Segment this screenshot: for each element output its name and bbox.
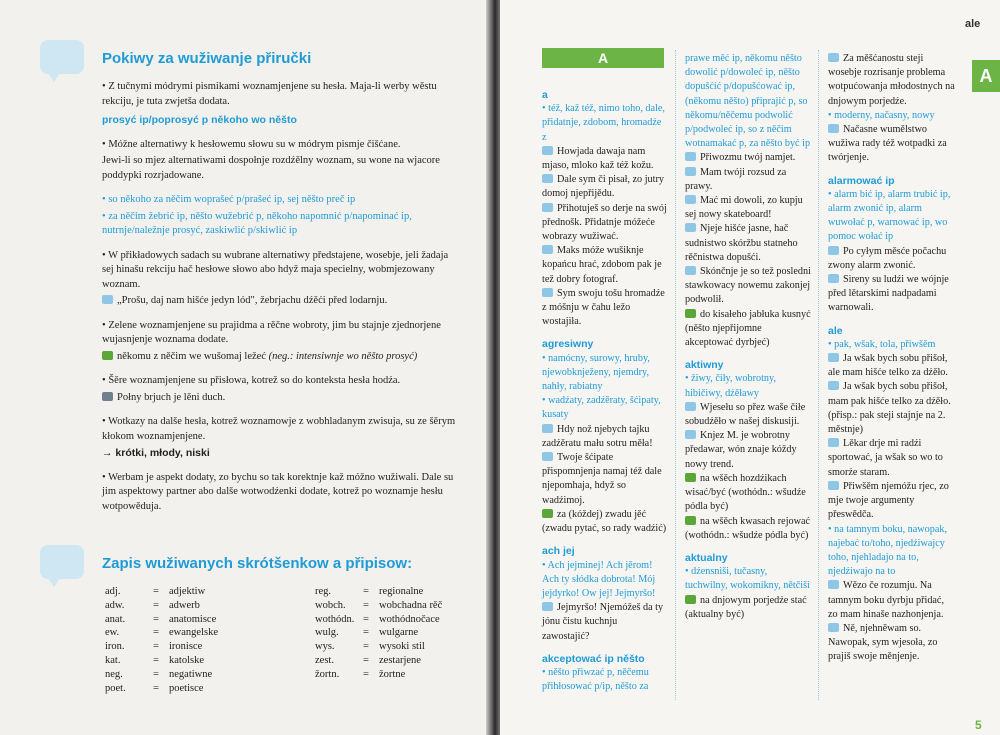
example-sentence: Skónčnje je so tež posledni stawkowacy nowemu zakonjej podwolił. bbox=[685, 266, 811, 306]
speech-icon bbox=[685, 167, 696, 176]
headword: aktiwny bbox=[685, 359, 724, 372]
speech-bubble-icon bbox=[40, 40, 84, 74]
example-sentence: Maks móže wušiknje kopańcu hrać, zdobom pak je tež dobry fotograf. bbox=[542, 245, 662, 285]
speech-icon bbox=[685, 402, 696, 411]
alternatives: • pak, wšak, tola, přiwšěm bbox=[828, 338, 936, 350]
speech-icon bbox=[542, 602, 553, 611]
example-sentence: Přiwozmu twój namjet. bbox=[685, 151, 811, 165]
proverb-icon bbox=[102, 392, 113, 401]
idiom-icon bbox=[685, 473, 696, 482]
idiom-example: na wšěch kwasach rejować (wothódn.: wšudźe pódla być) bbox=[685, 515, 811, 541]
headword: a bbox=[542, 89, 548, 101]
example-sentence: Hdy nož njebych tajku zadźěratu mału sotru měła! bbox=[542, 423, 653, 449]
abbreviation-row: zest. = zestarjene bbox=[315, 654, 421, 666]
alternatives: prawe měć ip, někomu něšto dowolić p/dowoleć ip, něšto dopušćić p/dopušćować ip, (někomu něšto) připrajić p, so někomu/něčemu podwolić p/podwoleć ip, so z něčim wotnamakać p, za něšto być ip bbox=[685, 53, 811, 150]
speech-icon bbox=[685, 266, 696, 275]
speech-icon bbox=[828, 623, 839, 632]
dictionary-column-1 bbox=[542, 80, 667, 694]
example-sentence: Po cyłym měsće počachu zwony alarm zwonić. bbox=[828, 245, 947, 271]
example-sentence: Wězo če rozumju. Na tamnym boku dyrbju přidać, zo mam hinaše nazhonjenja. bbox=[828, 580, 945, 620]
abbreviation-row: adw. = adwerb bbox=[105, 599, 200, 611]
dictionary-column-2 bbox=[685, 52, 811, 622]
speech-icon bbox=[542, 245, 553, 254]
speech-icon bbox=[828, 53, 839, 62]
column-divider bbox=[675, 50, 676, 700]
idiom-icon bbox=[685, 516, 696, 525]
example-sentence: Knjez M. je wobrotny předawar, wón znaje kóždy nowy trend. bbox=[685, 430, 797, 470]
speech-icon bbox=[828, 580, 839, 589]
idiom-example: za (kóždej) zwadu jěć (zwadu pytać, so rady wadźić) bbox=[542, 508, 667, 535]
alternatives: • alarm bić ip, alarm trubić ip, alarm zwonić ip, alarm wuwołać p, warnować ip, wo pomoc wołać ip bbox=[828, 188, 951, 243]
abbreviation-row: neg. = negatiwne bbox=[105, 668, 213, 680]
note-paragraph: • W přikładowych sadach su wubrane alternatiwy předstajene, wosebje, jeli žadaja sej hinašu rekciju hač hesłowe słowo abo hdyž maja specielny, wobmjezowany woznam. bbox=[102, 249, 462, 293]
note-paragraph: • Wotkazy na dalše hesła, kotrež woznamowje z wobhladanym zwisuja, su ze šěrym kłokom woznamjenjene. bbox=[102, 415, 462, 444]
alternatives: • moderny, načasny, nowy bbox=[828, 109, 935, 121]
abbreviation-list-left bbox=[105, 585, 218, 695]
example-sentence: Načasne wumělstwo wužiwa rady též wotpadki za twórjenje. bbox=[828, 124, 947, 164]
note-paragraph: • Móžne alternatiwy k hesłowemu słowu su w módrym pismje čišćane. bbox=[102, 138, 462, 153]
usage-notes bbox=[102, 80, 462, 516]
abbreviation-row: anat. = anatomisce bbox=[105, 613, 217, 625]
dictionary-column-3 bbox=[828, 52, 956, 665]
left-page bbox=[0, 0, 492, 735]
abbreviation-list-right bbox=[315, 585, 442, 682]
note-paragraph: • Werbam je aspekt dodaty, zo bychu so tak korektnje kaž móžno wužiwali. Dale su jim aspektowy partner abo dalše wotwodźenki dodate, kotrež po woznamje hesłu wotpowěduja. bbox=[102, 471, 462, 515]
page-number: 5 bbox=[975, 718, 982, 732]
proverb-example: Połny brjuch je lěni duch. bbox=[102, 391, 462, 406]
speech-icon bbox=[102, 295, 113, 304]
alternative-line: • so někoho za něčim woprašeć p/prašeć ip, sej něšto preč ip bbox=[102, 193, 462, 208]
example-sentence: Ja wšak bych sobu přišoł, ale mam hišće telko za dźěło. bbox=[828, 353, 948, 379]
cross-reference: → krótki, młody, niski bbox=[102, 447, 210, 459]
example-sentence: Mam twóji rozsud za prawy. bbox=[685, 166, 787, 192]
speech-icon bbox=[542, 424, 553, 433]
example-sentence: Twoje šćipate přispomnjenja namaj též dale njepomhaja, hdyž so wadźimoj. bbox=[542, 452, 662, 506]
alternatives: • Ach jejminej! Ach jěrom! Ach ty słódka dobrota! Mój jejdyrko! Ow jej! Jejmyršo! bbox=[542, 559, 656, 599]
abbreviation-row: žortn. = žortne bbox=[315, 668, 406, 680]
idiom-icon bbox=[685, 309, 696, 318]
abbreviation-row: wys. = wysoki stil bbox=[315, 641, 425, 653]
speech-icon bbox=[828, 124, 839, 133]
speech-icon bbox=[542, 203, 553, 212]
abbreviation-row: wothódn. = wothódnočace bbox=[315, 613, 440, 625]
idiom-icon bbox=[102, 351, 113, 360]
column-divider bbox=[818, 50, 819, 700]
alternatives: • wadźaty, zadźěraty, šćipaty, kusaty bbox=[542, 395, 661, 421]
section-title-abbreviations: Zapis wužiwanych skrótšenkow a připisow: bbox=[102, 555, 413, 572]
section-title-usage: Pokiwy za wužiwanje přiručki bbox=[102, 50, 312, 67]
running-head: ale bbox=[965, 18, 981, 30]
headword: agresiwny bbox=[542, 338, 594, 351]
example-sentence: Mać mi dowoli, zo kupju sej nowy skateboard! bbox=[685, 195, 803, 221]
speech-icon bbox=[542, 452, 553, 461]
abbreviation-row: iron. = ironisce bbox=[105, 641, 203, 653]
headword: ale bbox=[828, 324, 843, 337]
idiom-example: na dnjowym porjedźe stać (aktualny być) bbox=[685, 594, 807, 620]
example-sentence: Přiwšěm njemóžu rjec, zo mje twoje argumenty přeswědča. bbox=[828, 480, 949, 521]
headword: akceptować ip něšto bbox=[542, 652, 645, 665]
example-sentence: Přihotuješ so derje na swój přednošk. Přidatnje móžeće wobrazy wužiwać. bbox=[542, 202, 667, 243]
speech-icon bbox=[685, 195, 696, 204]
note-paragraph: • Šěre woznamjenjene su přisłowa, kotrež so do konteksta hesła hodźa. bbox=[102, 374, 462, 389]
abbreviation-row: kat. = katolske bbox=[105, 654, 204, 666]
alternatives: • namócny, surowy, hruby, njewobknježeny, njemdry, nahły, rabiatny bbox=[542, 352, 650, 393]
abbreviation-row: wulg. = wulgarne bbox=[315, 627, 419, 639]
alternatives: • na tamnym boku, nawopak, najebać to/toho, njedźiwajcy toho, njehladajo na to, njedźiwajo na to bbox=[828, 523, 948, 578]
speech-icon bbox=[685, 430, 696, 439]
example-sentence: Sireny su ludźi we wójnje před lětarskimi nadpadami warnowali. bbox=[828, 274, 949, 314]
example-sentence: Dale sym či pisał, zo jutry domoj njepřijědu. bbox=[542, 174, 664, 200]
note-paragraph: • Z tučnymi módrymi pismikami woznamjenjene su hesła. Maja-li werby wěstu rekciju, je tuta zwjetša dodata. bbox=[102, 80, 462, 109]
abbreviation-row: wobch. = wobchadna rěč bbox=[315, 599, 443, 611]
example-sentence: Njeje hišće jasne, hač sudnistwo skóržbu statneho rěčnistwa dopušći. bbox=[685, 223, 798, 263]
speech-icon bbox=[828, 274, 839, 283]
example-sentence: Sym swoju tošu hromadźe z móšnju w čahu ležo wostajiła. bbox=[542, 287, 665, 328]
letter-section-header: A bbox=[542, 48, 664, 68]
example-sentence: Wjesełu so přez waše čiłe sobudźěło w našej diskusiji. bbox=[685, 401, 806, 428]
example-sentence: Ja wšak bych sobu přišoł, mam pak hišće telko za dźěło. (přisp.: pak steji stajnje na 2. městnje) bbox=[828, 381, 951, 436]
alternatives: • něšto přiwzać p, něčemu přihłosować p/ip, něšto za bbox=[542, 666, 649, 693]
alternatives: • dźensniši, tučasny, tuchwilny, wokomikny, nětčiši bbox=[685, 566, 810, 592]
speech-icon bbox=[542, 174, 553, 183]
speech-icon bbox=[685, 152, 696, 161]
abbreviation-row: poet. = poetisce bbox=[105, 682, 204, 694]
idiom-example: na wšěch hozdźikach wisać/być (wothódn.: wšudźe pódla być) bbox=[685, 472, 806, 513]
speech-icon bbox=[542, 288, 553, 297]
thumb-index-tab: A bbox=[972, 60, 1000, 92]
speech-icon bbox=[828, 381, 839, 390]
abbreviation-row: adj. = adjektiw bbox=[105, 586, 206, 597]
abbreviation-row: ew. = ewangelske bbox=[105, 627, 218, 639]
idiom-example: do kisałeho jabłuka kusnyć (něšto njepřijomne akceptować dyrbjeć) bbox=[685, 308, 811, 349]
example-sentence: „Prošu, daj nam hišće jedyn lód", žebrjachu dźěći před lodarnju. bbox=[102, 294, 462, 309]
idiom-icon bbox=[685, 595, 696, 604]
alternatives: • též, kaž též, nimo toho, dale, přidatnje, zdobom, hromadźe z bbox=[542, 103, 665, 143]
note-paragraph: • Zelene woznamjenjene su prajidma a rěčne wobroty, jim bu stajnje zjednorjene wujasnjenje woznama dodate. bbox=[102, 319, 462, 348]
example-headword: prosyć ip/poprosyć p někoho wo něšto bbox=[102, 114, 297, 126]
idiom-icon bbox=[542, 509, 553, 518]
example-sentence: Za měšćanostu steji wosebje rozrisanje problema wotpućowanja młodostnych na dnjowym porjedźe. bbox=[828, 53, 955, 107]
example-sentence: Ně, njehněwam so. Nawopak, sym wjesoła, zo prajiš swoje měnjenje. bbox=[828, 622, 938, 663]
example-sentence: Jejmyršo! Njemóžeš da ty jónu čistu kuchnju zawostajić? bbox=[542, 602, 664, 642]
speech-icon bbox=[685, 223, 696, 232]
headword: aktualny bbox=[685, 551, 728, 564]
speech-icon bbox=[828, 353, 839, 362]
speech-icon bbox=[542, 146, 553, 155]
abbreviation-row: reg. = regionalne bbox=[315, 586, 424, 597]
speech-icon bbox=[828, 481, 839, 490]
note-paragraph: Jewi-li so mjez alternatiwami dospołnje rozdźělny woznam, su wone na wjacore poddypki rozrjadowane. bbox=[102, 155, 440, 181]
example-sentence: Howjada dawaja nam mjaso, mloko kaž též kožu. bbox=[542, 145, 654, 172]
headword: alarmować ip bbox=[828, 174, 895, 187]
speech-bubble-icon bbox=[40, 545, 84, 579]
speech-icon bbox=[828, 438, 839, 447]
alternatives: • žiwy, čiły, wobrotny, hibičiwy, dźěławy bbox=[685, 373, 776, 399]
example-sentence: Lěkar drje mi radźi sportować, ja wšak so wo to smorźe staram. bbox=[828, 438, 943, 478]
alternative-line: • za něčim žebrić ip, něšto wužebrić p, někoho napomnić p/napominać ip, nutrnje/naležnje prosyć, zaskiwlić p/skiwlić ip bbox=[102, 210, 462, 239]
idiom-example: někomu z něčim we wušomaj ležeć (neg.: intensiwnje wo něšto prosyć) bbox=[102, 350, 462, 365]
speech-icon bbox=[828, 246, 839, 255]
headword: ach jej bbox=[542, 545, 575, 558]
